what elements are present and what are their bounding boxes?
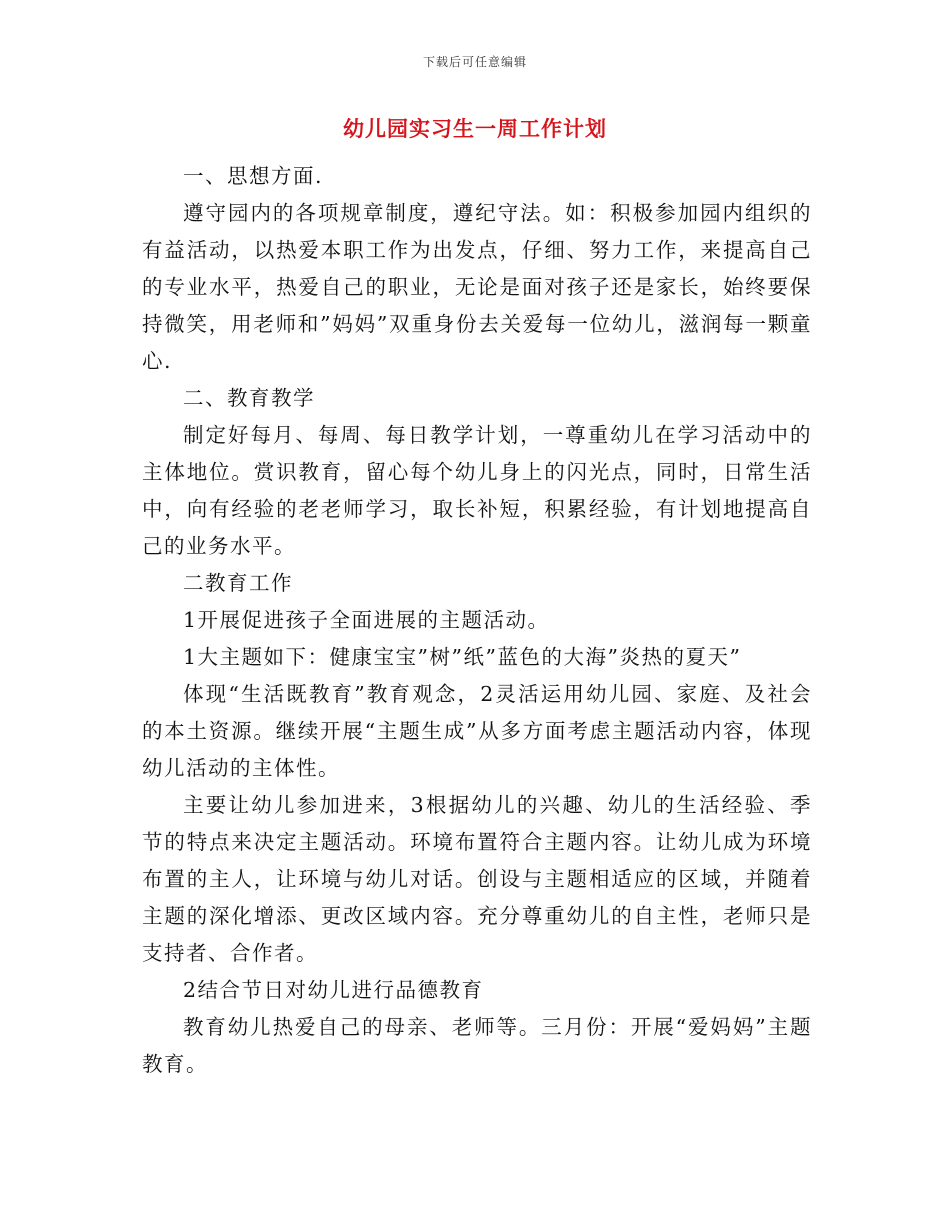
document-body <box>142 158 812 1083</box>
section-heading-education-work: 二教育工作 <box>183 571 293 595</box>
paragraph-love-mother: 教育幼儿热爱自己的母亲、老师等。三月份：开展“爱妈妈”主题教育。 <box>142 1015 812 1076</box>
paragraph-life-education: 体现“生活既教育”教育观念，2灵活运用幼儿园、家庭、及社会的本土资源。继续开展“主题生成”从多方面考虑主题活动内容，体现幼儿活动的主体性。 <box>142 682 812 780</box>
item-theme-activities: 1开展促进孩子全面进展的主题活动。 <box>183 608 550 632</box>
item-major-themes: 1大主题如下：健康宝宝”树”纸”蓝色的大海”炎热的夏天” <box>183 645 742 669</box>
paragraph-teaching: 制定好每月、每周、每日教学计划，一尊重幼儿在学习活动中的主体地位。赏识教育，留心每个幼儿身上的闪光点，同时，日常生活中，向有经验的老老师学习，取长补短，积累经验，有计划地提高自己的业务水平。 <box>142 423 812 558</box>
document-title: 幼儿园实习生一周工作计划 <box>343 116 607 141</box>
paragraph-participation: 主要让幼儿参加进来，3根据幼儿的兴趣、幼儿的生活经验、季节的特点来决定主题活动。环境布置符合主题内容。让幼儿成为环境布置的主人，让环境与幼儿对话。创设与主题相适应的区域，并随着主题的深化增添、更改区域内容。充分尊重幼儿的自主性，老师只是支持者、合作者。 <box>142 793 812 965</box>
section-heading-thought: 一、思想方面. <box>183 164 324 188</box>
paragraph-thought: 遵守园内的各项规章制度，遵纪守法。如：积极参加园内组织的有益活动，以热爱本职工作为出发点，仔细、努力工作，来提高自己的专业水平，热爱自己的职业，无论是面对孩子还是家长，始终要保持微笑，用老师和”妈妈”双重身份去关爱每一位幼儿，滋润每一颗童心. <box>142 201 812 373</box>
section-heading-teaching: 二、教育教学 <box>183 386 315 410</box>
page-header-note: 下载后可任意编辑 <box>422 55 527 69</box>
item-holiday-education: 2结合节日对幼儿进行品德教育 <box>183 978 484 1002</box>
